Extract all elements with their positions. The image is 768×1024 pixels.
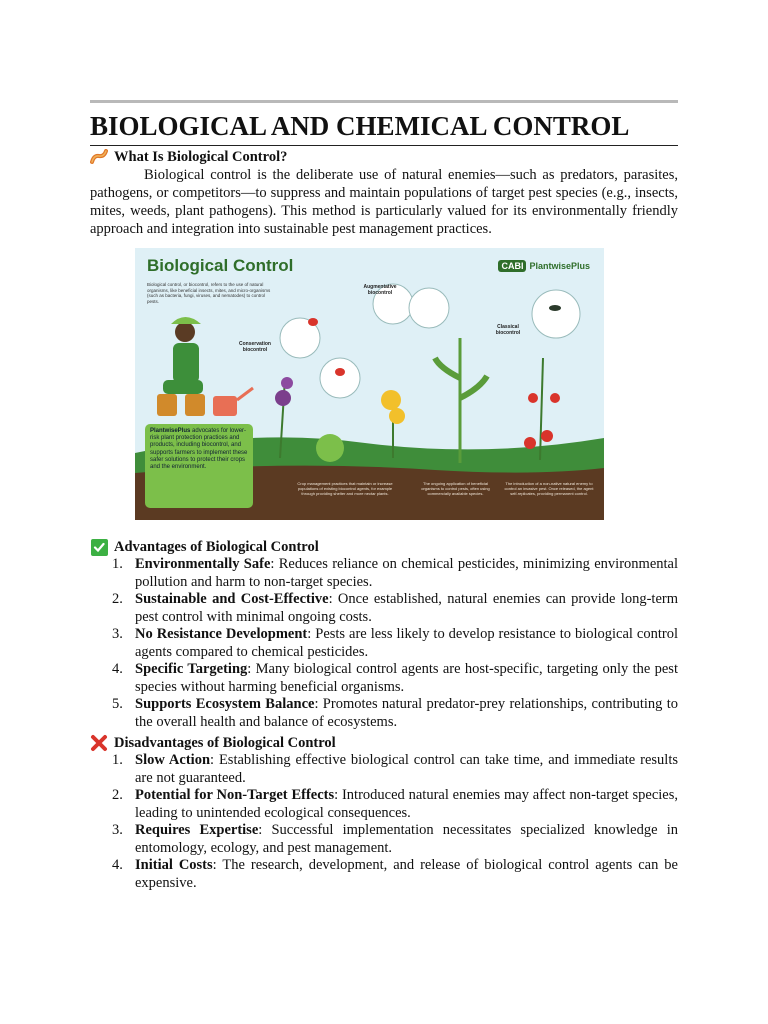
disadvantages-heading bbox=[90, 734, 678, 752]
worm-icon bbox=[90, 149, 108, 165]
label-conservation: Conservation biocontrol bbox=[239, 341, 271, 353]
caption-augmentative: The ongoing application of beneficial organisms to control pests, often using commercially available species. bbox=[421, 481, 490, 496]
advantages-heading-text: Advantages of Biological Control bbox=[114, 539, 319, 555]
list-number: 3. bbox=[112, 626, 123, 642]
list-text: : Promotes natural predator-prey relationships, contributing to the overall health and balance of ecosystems. bbox=[135, 696, 678, 730]
what-is-heading-text: What Is Biological Control? bbox=[114, 149, 288, 165]
list-term: Sustainable and Cost-Effective bbox=[135, 591, 329, 607]
page-title: BIOLOGICAL AND CHEMICAL CONTROL bbox=[90, 111, 630, 141]
cross-icon bbox=[90, 735, 108, 751]
advocates-box bbox=[145, 424, 253, 508]
list-item bbox=[90, 556, 678, 591]
what-is-paragraph: Biological control is the deliberate use of natural enemies—such as predators, parasites, pathogens, or competitors—to suppress and maintain populations of target pest species (e.g., insects, mites, weeds, plant pathogens). This method is particularly valued for its environmentally friendly approach and integration into sustainable pest management practices. bbox=[90, 167, 678, 237]
list-term: Environmentally Safe bbox=[135, 556, 271, 572]
list-number: 1. bbox=[112, 556, 123, 572]
list-term: Requires Expertise bbox=[135, 822, 259, 838]
check-icon bbox=[90, 539, 108, 555]
list-item bbox=[90, 626, 678, 661]
caption-classical: The introduction of a non-native natural enemy to control an invasive pest. Once released, the agent self-replicates, providing permanent control. bbox=[504, 481, 594, 496]
list-term: Slow Action bbox=[135, 752, 211, 768]
advocates-brand: PlantwisePlus bbox=[150, 428, 191, 434]
list-item bbox=[90, 822, 678, 857]
what-is-heading bbox=[90, 148, 678, 166]
list-item bbox=[90, 661, 678, 696]
list-number: 4. bbox=[112, 661, 123, 677]
list-number: 1. bbox=[112, 752, 123, 768]
title-underline bbox=[90, 145, 678, 146]
list-term: Specific Targeting bbox=[135, 661, 248, 677]
list-item bbox=[90, 787, 678, 822]
list-text: : The research, development, and release of biological control agents can be expensive. bbox=[135, 857, 678, 891]
list-text: : Many biological control agents are host-specific, targeting only the pest species without harming beneficial organisms. bbox=[135, 661, 678, 695]
list-number: 2. bbox=[112, 787, 123, 803]
list-number: 2. bbox=[112, 591, 123, 607]
infographic-brand bbox=[498, 260, 590, 272]
list-text: : Pests are less likely to develop resistance to biological control agents compared to chemical pesticides. bbox=[135, 626, 678, 660]
top-rule bbox=[90, 100, 678, 103]
advantages-list bbox=[90, 556, 678, 731]
list-text: : Successful implementation necessitates specialized knowledge in entomology, ecology, and pest management. bbox=[135, 822, 678, 856]
list-term: Initial Costs bbox=[135, 857, 213, 873]
biological-control-infographic bbox=[135, 248, 604, 520]
caption-conservation: Crop management practices that maintain or increase populations of existing biocontrol agents, for example through providing shelter and more nectar plants. bbox=[297, 481, 393, 496]
advocates-text: advocates for lower-risk plant protection practices and products, including biocontrol, and supports farmers to implement these safer solutions to protect their crops and the environment. bbox=[150, 428, 248, 471]
list-item bbox=[90, 591, 678, 626]
list-term: Supports Ecosystem Balance bbox=[135, 696, 315, 712]
list-text: : Once established, natural enemies can provide long-term pest control with minimal ongoing costs. bbox=[135, 591, 678, 625]
list-item bbox=[90, 696, 678, 731]
list-text: : Introduced natural enemies may affect non-target species, leading to unintended ecological consequences. bbox=[135, 787, 678, 821]
list-text: : Establishing effective biological control can take time, and immediate results are not guaranteed. bbox=[135, 752, 679, 786]
disadvantages-heading-text: Disadvantages of Biological Control bbox=[114, 735, 336, 751]
list-number: 5. bbox=[112, 696, 123, 712]
list-number: 4. bbox=[112, 857, 123, 873]
list-text: : Reduces reliance on chemical pesticides, minimizing environmental pollution and harm to non-target species. bbox=[135, 556, 678, 590]
list-term: No Resistance Development bbox=[135, 626, 308, 642]
advantages-heading bbox=[90, 538, 678, 556]
plantwiseplus-logo-text: PlantwisePlus bbox=[529, 261, 590, 271]
list-item bbox=[90, 752, 678, 787]
cabi-logo-text: CABI bbox=[498, 260, 526, 272]
infographic-intro: Biological control, or biocontrol, refers to the use of natural organisms, like beneficial insects, mites, and micro-organisms (such as bacteria, fungi, viruses, and nematodes) to control pests. bbox=[147, 282, 271, 304]
list-term: Potential for Non-Target Effects bbox=[135, 787, 335, 803]
disadvantages-list bbox=[90, 752, 678, 892]
label-augmentative: Augmentative biocontrol bbox=[363, 284, 397, 296]
document-page bbox=[90, 100, 678, 892]
label-classical: Classical biocontrol bbox=[495, 324, 521, 336]
list-item bbox=[90, 857, 678, 892]
infographic-title: Biological Control bbox=[147, 256, 294, 275]
list-number: 3. bbox=[112, 822, 123, 838]
